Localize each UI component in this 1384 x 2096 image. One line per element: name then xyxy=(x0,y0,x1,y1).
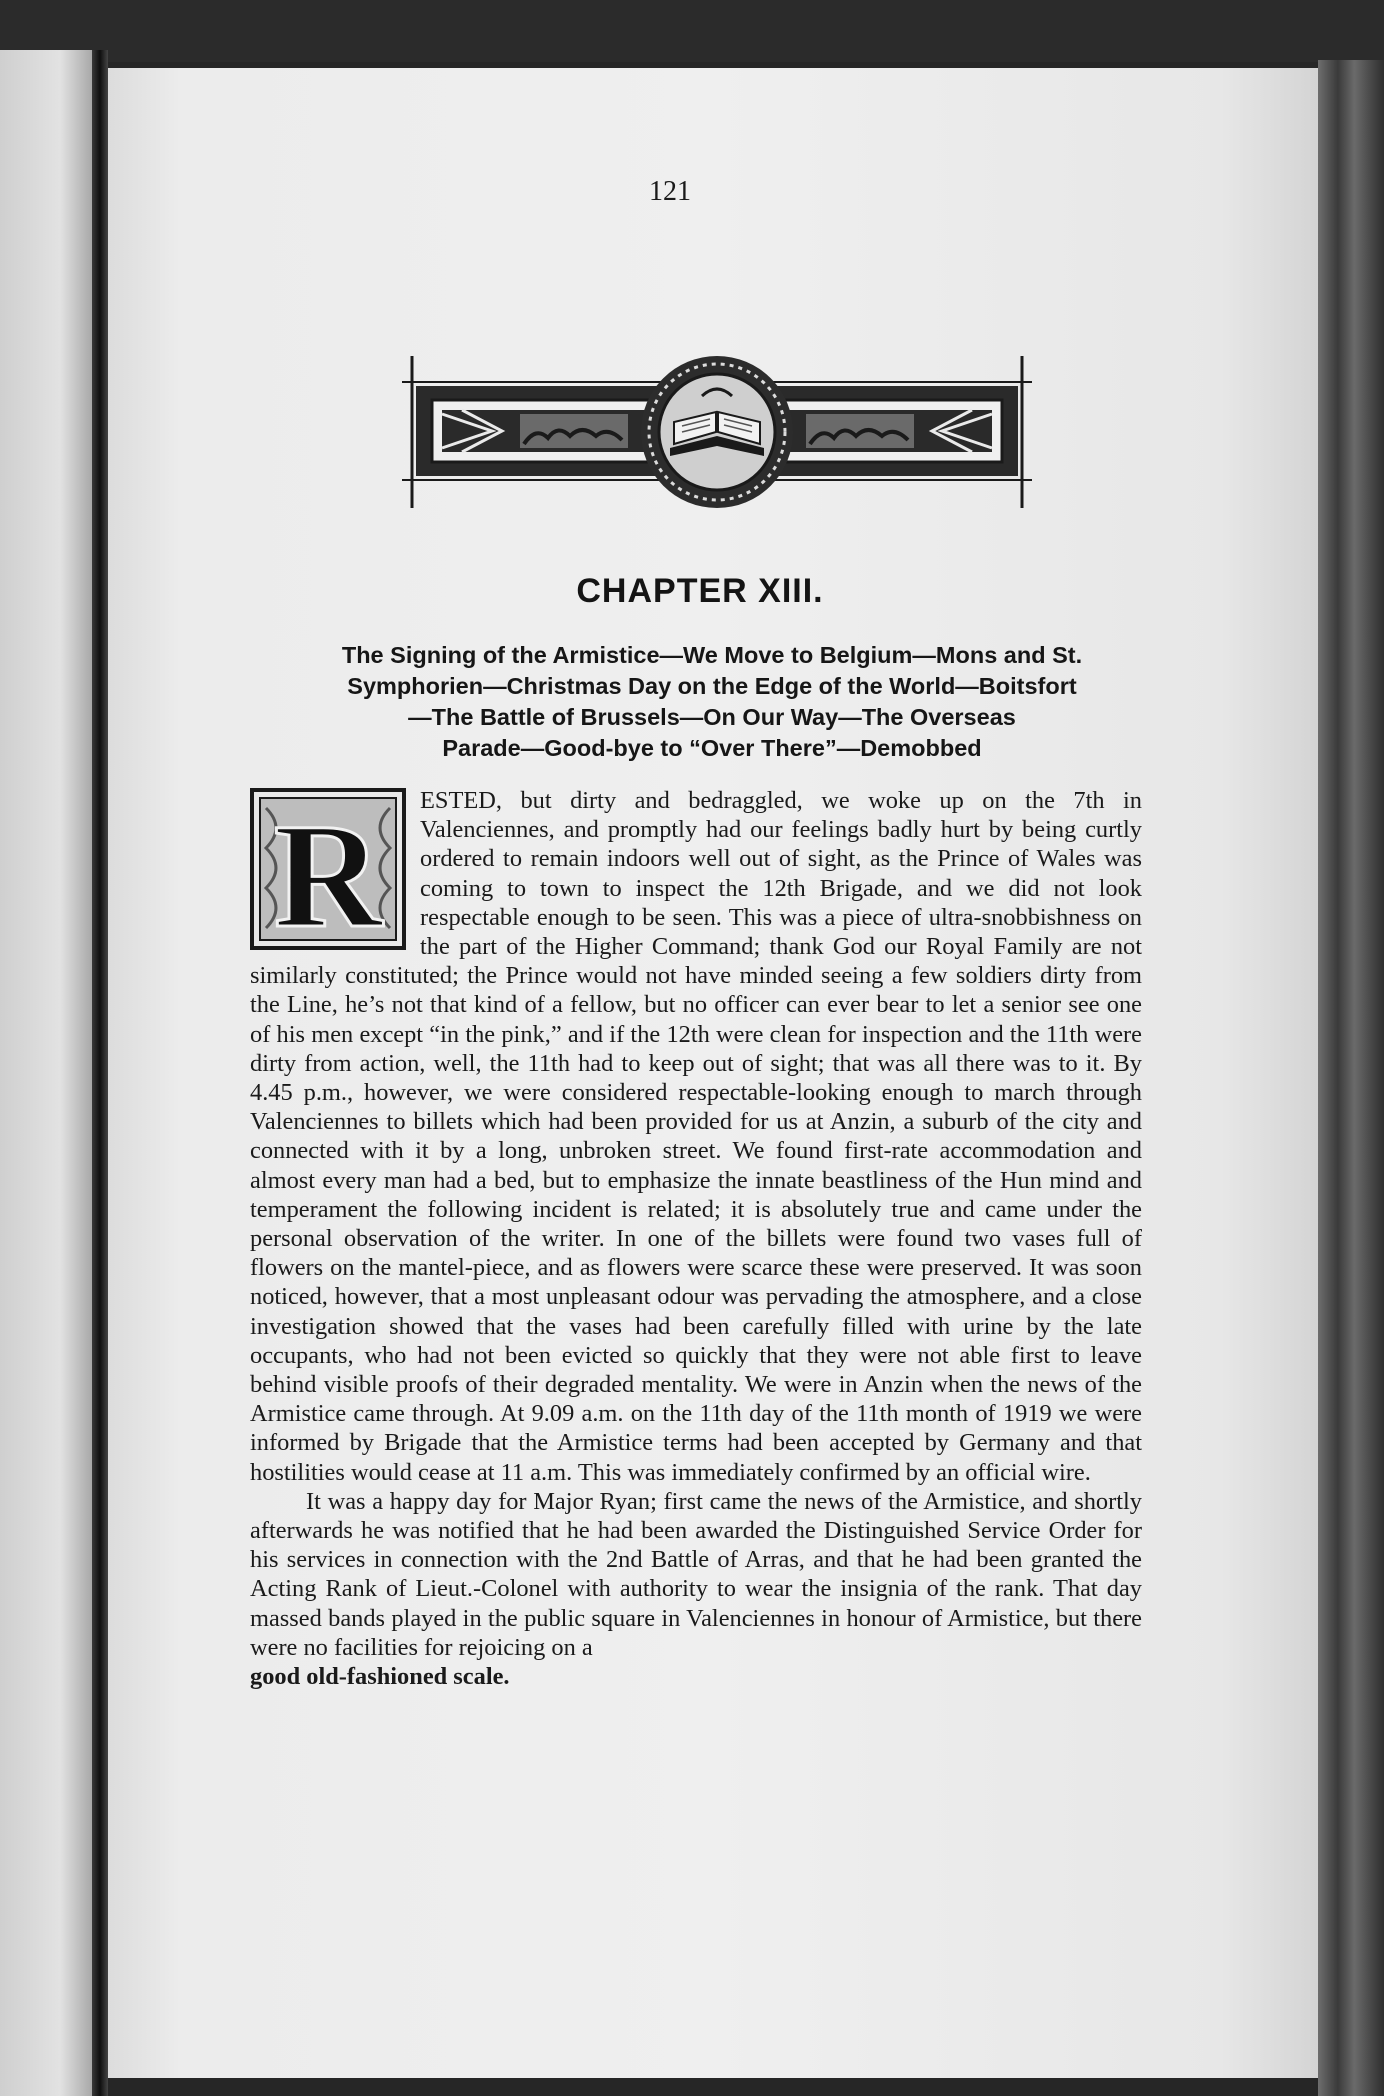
chapter-synopsis xyxy=(262,640,1162,764)
scan-background-top xyxy=(0,0,1384,62)
paragraph: It was a happy day for Major Ryan; first came the news of the Armistice, and shortly afterwards he was notified that he had been awarded the Distinguished Service Order for his services in connection with the 2nd Battle of Arras, and that he had been granted the Acting Rank of Lieut.-Colonel with authority to wear the insignia of the rank. That day massed bands played in the public square in Valenciennes in honour of Armistice, but there were no facilities for rejoicing on a xyxy=(250,1487,1142,1661)
paragraph-last-line: good old-fashioned scale. xyxy=(250,1663,510,1691)
decorated-dropcap-R xyxy=(250,788,406,950)
page-stack-edge xyxy=(1318,60,1384,2096)
paragraph: ESTED, but dirty and bedraggled, we woke up on the 7th in Valenciennes, and promptly had our feelings badly hurt by being curtly ordered to remain indoors well out of sight, as the Prince of Wales was coming to town to inspect the 12th Brigade, and we did not look respectable enough to be seen. This was a piece of ultra-snobbishness on the part of the Higher Command; thank God our Royal Family are not similarly constituted; the Prince would not have minded seeing a few soldiers dirty from the Line, he’s not that kind of a fellow, but no officer can ever bear to let a senior see one of his men except “in the pink,” and if the 12th were clean for inspection and the 11th were dirty from action, well, the 11th had to keep out of sight; that was all there was to it. By 4.45 p.m., however, we were considered respectable-looking enough to march through Valenciennes to billets which had been provided for us at Anzin, a suburb of the city and connected with it by a long, unbroken street. We found first-rate accommodation and almost every man had a bed, but to emphasize the innate beastliness of the Hun mind and temperament the following incident is related; it is absolutely true and came under the personal observation of the writer. In one of the billets were found two vases full of flowers on the mantel-piece, and as flowers were scarce these were preserved. It was soon noticed, however, that a most unpleasant odour was pervading the atmosphere, and a close investigation showed that the vases had been carefully filled with urine by the late occupants, who had not been evicted so quickly that they were not able first to leave behind visible proofs of their degraded mentality. We were in Anzin when the news of the Armistice came through. At 9.09 a.m. on the 11th day of the 11th month of 1919 we were informed by Brigade that the Armistice terms had been accepted by Germany and that hostilities would cease at 11 a.m. This was immediately confirmed by an official wire. xyxy=(250,787,1142,1486)
synopsis-line: —The Battle of Brussels—On Our Way—The Overseas xyxy=(408,704,1016,730)
chapter-title: CHAPTER XIII. xyxy=(576,572,824,610)
chapter-body xyxy=(250,786,1142,1691)
synopsis-line: The Signing of the Armistice—We Move to Belgium—Mons and St. xyxy=(341,642,1083,668)
book-gutter xyxy=(92,50,108,2096)
synopsis-line: Parade—Good-bye to “Over There”—Demobbed xyxy=(442,735,982,761)
facing-page-edge xyxy=(0,50,100,2096)
svg-text:R: R xyxy=(273,793,383,950)
page-number: 121 xyxy=(649,176,691,207)
synopsis-line: Symphorien—Christmas Day on the Edge of the World—Boitsfort xyxy=(347,673,1077,699)
chapter-header-ornament xyxy=(402,356,1032,508)
